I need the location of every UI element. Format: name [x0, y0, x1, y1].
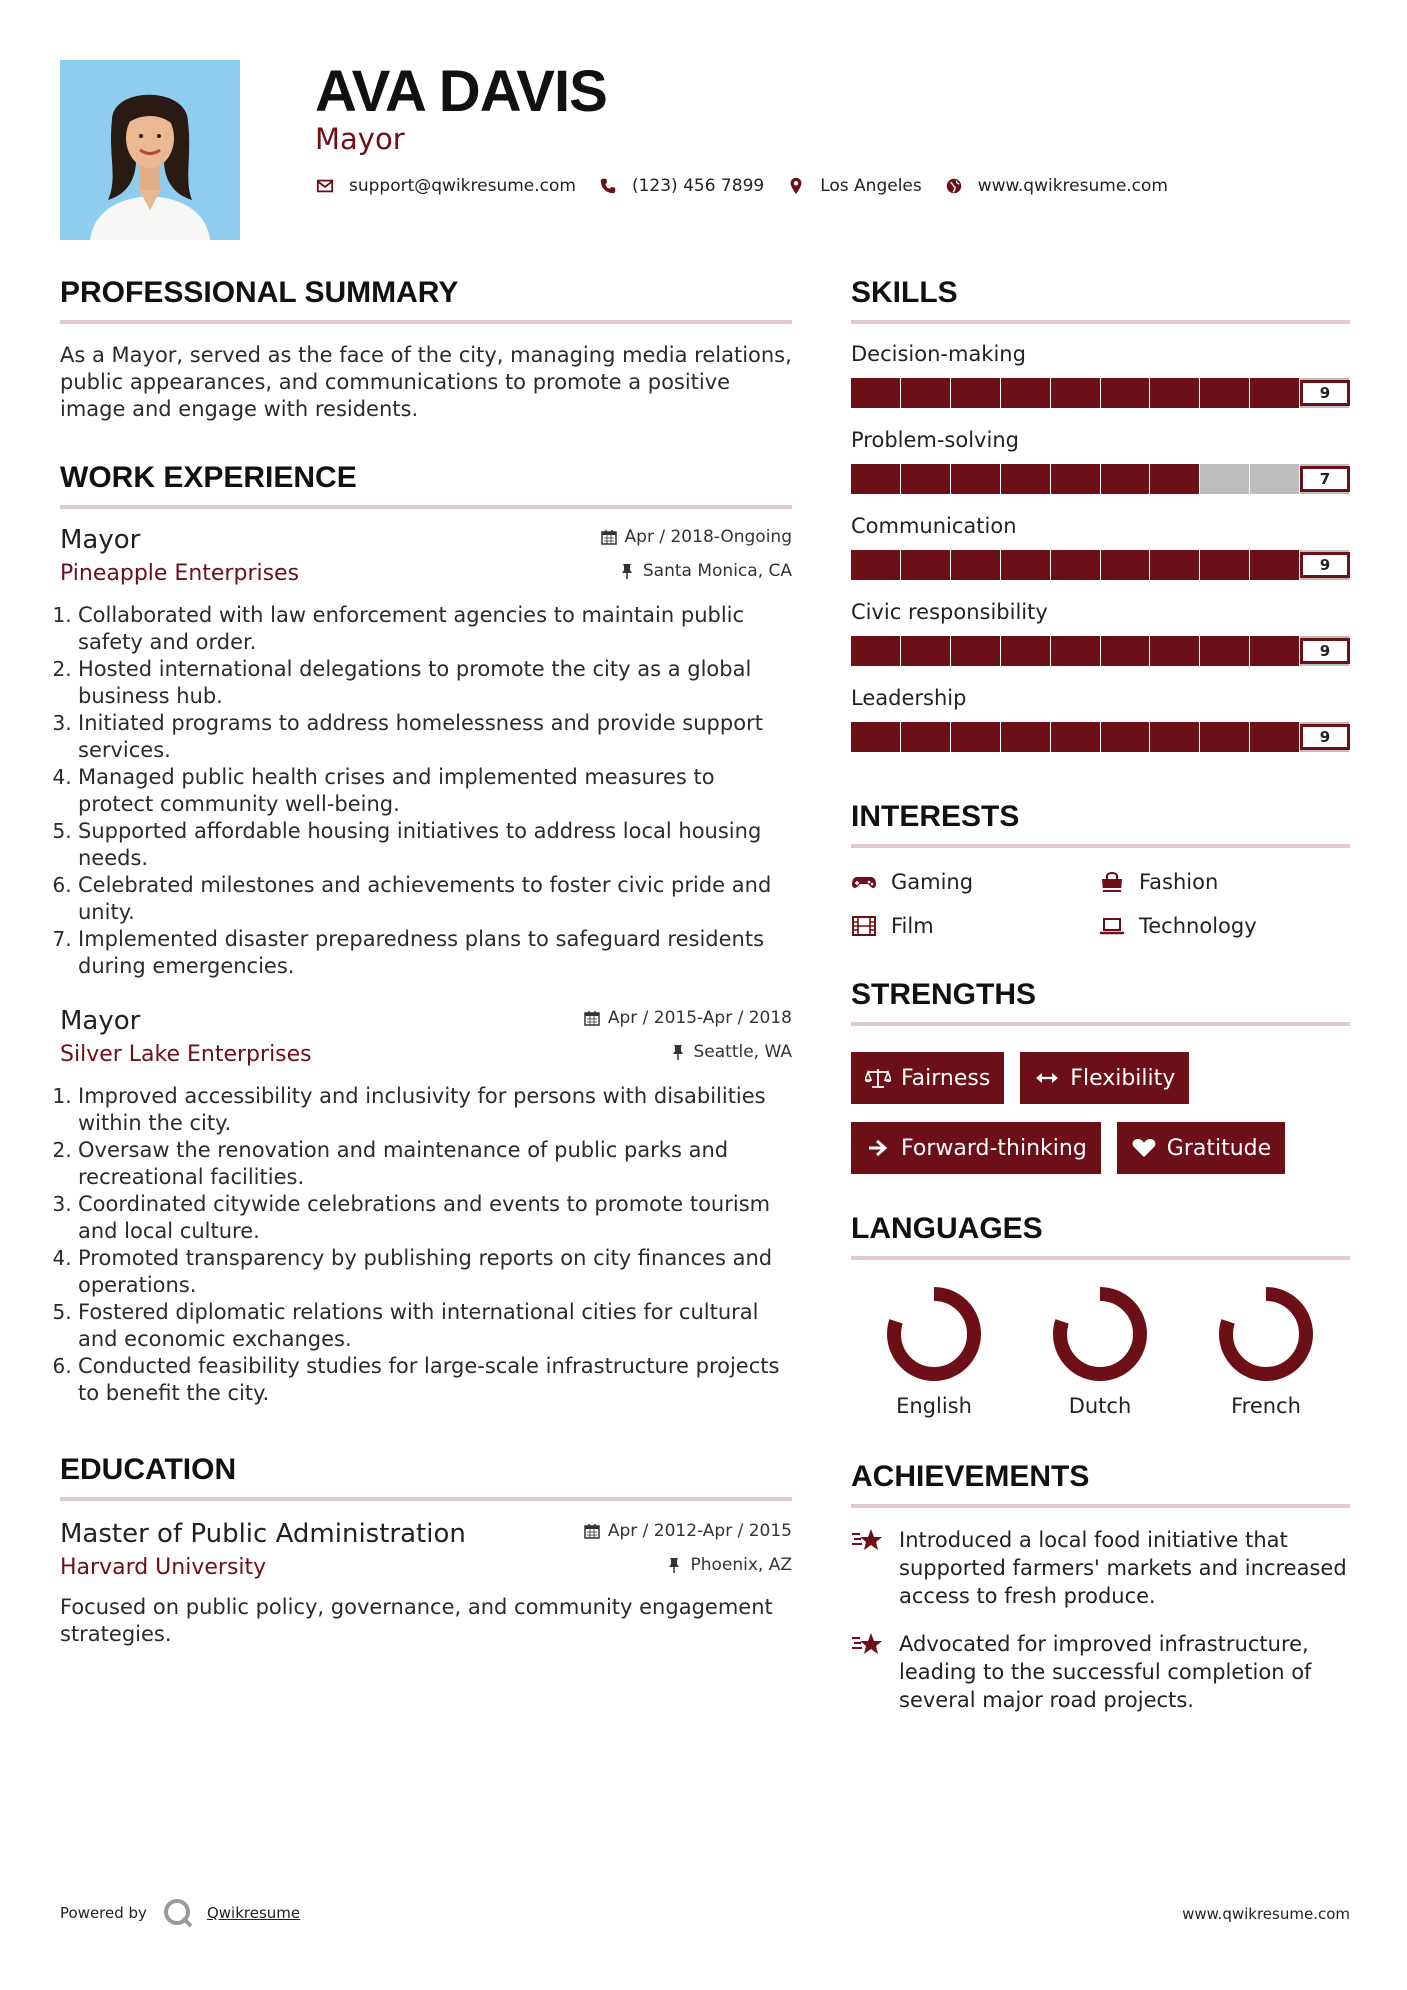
bullet-item: 3. Coordinated citywide celebrations and events to promote tourism and local culture.: [78, 1191, 792, 1245]
interests-heading: INTERESTS: [851, 800, 1350, 848]
skill-segment: [1200, 722, 1249, 752]
bullet-item: 5. Fostered diplomatic relations with international cities for cultural and economic exchanges.: [78, 1299, 792, 1353]
job-location-text: Santa Monica, CA: [642, 561, 792, 581]
skill-segment: [851, 722, 900, 752]
job-bullets: [60, 602, 792, 980]
skill-segment: [1200, 378, 1249, 408]
qwikresume-link[interactable]: Qwikresume: [206, 1904, 301, 1922]
job-entry: [60, 525, 792, 980]
skill-level-bar: [851, 378, 1350, 408]
achievement-text: Introduced a local food initiative that supported farmers' markets and increased access to fresh produce.: [899, 1528, 1347, 1608]
interest-label: Gaming: [891, 870, 974, 894]
bullet-item: 3. Initiated programs to address homelessness and provide support services.: [78, 710, 792, 764]
bullet-item: 2. Oversaw the renovation and maintenance of public parks and recreational facilities.: [78, 1137, 792, 1191]
strength-chip: [1020, 1052, 1189, 1104]
skill-segment: [1150, 550, 1199, 580]
interests-list: [851, 870, 1350, 938]
strengths-heading: STRENGTHS: [851, 978, 1350, 1026]
contact-location: [786, 176, 922, 196]
globe-icon: [944, 176, 964, 196]
envelope-icon: [315, 176, 335, 196]
education-location-text: Phoenix, AZ: [690, 1555, 792, 1575]
job-location-text: Seattle, WA: [693, 1042, 792, 1062]
skill-segment: [901, 550, 950, 580]
bullet-item: 4. Promoted transparency by publishing reports on city finances and operations.: [78, 1245, 792, 1299]
skill-segment: [951, 636, 1000, 666]
interest-item: [1099, 914, 1347, 938]
left-column: [60, 276, 792, 1648]
education-degree: Master of Public Administration: [60, 1519, 466, 1549]
map-marker-icon: [786, 176, 806, 196]
education-description: Focused on public policy, governance, and community engagement strategies.: [60, 1595, 773, 1646]
arrows-horizontal-icon: [1034, 1067, 1060, 1089]
achievement-item: [851, 1630, 1350, 1714]
skill-segment: [1250, 636, 1299, 666]
calendar-icon: [601, 529, 617, 545]
skill-segment: [1101, 722, 1150, 752]
laptop-icon: [1099, 914, 1127, 938]
contact-website[interactable]: [944, 176, 1168, 196]
skill-segment: [951, 464, 1000, 494]
language-name: English: [896, 1394, 972, 1418]
skill-name: Decision-making: [851, 342, 1026, 366]
profile-photo-illustration: [60, 60, 240, 240]
contact-email[interactable]: [315, 176, 576, 196]
candidate-name: AVA DAVIS: [315, 59, 607, 124]
heart-icon: [1131, 1137, 1157, 1159]
job-dates-text: Apr / 2015-Apr / 2018: [607, 1008, 792, 1028]
languages-list: [851, 1284, 1350, 1418]
skill-item: [851, 600, 1350, 666]
skill-score: 9: [1300, 724, 1350, 750]
skill-name: Communication: [851, 514, 1017, 538]
star-trophy-icon: [851, 1526, 885, 1558]
skill-segment: [901, 636, 950, 666]
skill-segment: [1200, 550, 1249, 580]
contact-email-text: support@qwikresume.com: [349, 176, 576, 196]
job-company: Silver Lake Enterprises: [60, 1042, 312, 1067]
skill-name: Leadership: [851, 686, 967, 710]
skill-segment: [1001, 464, 1050, 494]
skill-name: Civic responsibility: [851, 600, 1048, 624]
gamepad-icon: [851, 870, 879, 894]
skill-segment: [851, 636, 900, 666]
skill-score: 9: [1300, 552, 1350, 578]
contact-bar: [315, 176, 1190, 196]
job-dates: [584, 1006, 792, 1030]
skill-segment: [951, 378, 1000, 408]
skill-level-bar: [851, 722, 1350, 752]
skill-segment: [1051, 636, 1100, 666]
skill-segment: [1150, 464, 1199, 494]
interest-label: Fashion: [1139, 870, 1219, 894]
interest-item: [1099, 870, 1347, 894]
skill-segment: [1001, 636, 1050, 666]
skill-item: [851, 428, 1350, 494]
skill-segment: [901, 464, 950, 494]
job-title: Mayor: [60, 525, 141, 555]
qwikresume-logo-icon: [161, 1896, 195, 1930]
education-entry: [60, 1519, 792, 1648]
strength-label: Fairness: [901, 1065, 991, 1091]
skill-segment: [1200, 636, 1249, 666]
skill-segment: [1250, 378, 1299, 408]
phone-icon: [598, 176, 618, 196]
strength-label: Flexibility: [1070, 1065, 1176, 1091]
skill-segment: [1101, 464, 1150, 494]
strength-label: Gratitude: [1166, 1135, 1272, 1161]
calendar-icon: [584, 1010, 600, 1026]
profile-photo: [60, 60, 240, 240]
strength-label: Forward-thinking: [901, 1135, 1087, 1161]
education-dates: [584, 1519, 792, 1543]
language-name: French: [1231, 1394, 1301, 1418]
star-trophy-icon: [851, 1630, 885, 1662]
pushpin-icon: [670, 1044, 686, 1060]
skill-segment: [1150, 378, 1199, 408]
interest-item: [851, 870, 1099, 894]
skill-item: [851, 686, 1350, 752]
skill-segment: [1250, 722, 1299, 752]
pushpin-icon: [619, 563, 635, 579]
achievement-item: [851, 1526, 1350, 1610]
job-company: Pineapple Enterprises: [60, 561, 300, 586]
contact-location-text: Los Angeles: [820, 176, 922, 196]
language-item: [851, 1284, 1017, 1418]
bullet-item: 2. Hosted international delegations to promote the city as a global business hub.: [78, 656, 792, 710]
language-level-ring: [884, 1284, 984, 1384]
job-dates: [601, 525, 792, 549]
skill-segment: [851, 464, 900, 494]
bullet-item: 5. Supported affordable housing initiatives to address local housing needs.: [78, 818, 792, 872]
footer-powered-by: [60, 1896, 300, 1930]
language-item: [1017, 1284, 1183, 1418]
languages-heading: LANGUAGES: [851, 1212, 1350, 1260]
skill-score: 7: [1300, 466, 1350, 492]
contact-website-text: www.qwikresume.com: [977, 176, 1168, 196]
powered-by-label: Powered by: [60, 1904, 147, 1922]
skill-segment: [1200, 464, 1249, 494]
skill-segment: [951, 550, 1000, 580]
skill-segment: [1001, 378, 1050, 408]
language-level-ring: [1216, 1284, 1316, 1384]
strengths-list: [851, 1052, 1350, 1174]
candidate-title: Mayor: [315, 122, 405, 156]
skill-name: Problem-solving: [851, 428, 1019, 452]
skill-item: [851, 342, 1350, 408]
film-icon: [851, 914, 879, 938]
skill-segment: [1250, 550, 1299, 580]
skill-segment: [1101, 636, 1150, 666]
education-location: [584, 1553, 792, 1577]
skill-segment: [1150, 722, 1199, 752]
achievement-text: Advocated for improved infrastructure, leading to the successful completion of several major road projects.: [899, 1632, 1312, 1712]
skill-segment: [1051, 378, 1100, 408]
skills-heading: SKILLS: [851, 276, 1350, 324]
skill-score: 9: [1300, 380, 1350, 406]
skill-segment: [1001, 550, 1050, 580]
language-level-ring: [1050, 1284, 1150, 1384]
bullet-item: 1. Collaborated with law enforcement agencies to maintain public safety and order.: [78, 602, 792, 656]
interest-label: Film: [891, 914, 934, 938]
strength-chip: [851, 1122, 1101, 1174]
skill-segment: [1051, 464, 1100, 494]
language-item: [1183, 1284, 1349, 1418]
skill-segment: [1001, 722, 1050, 752]
balance-scale-icon: [865, 1067, 891, 1089]
skill-segment: [951, 722, 1000, 752]
pushpin-icon: [666, 1557, 682, 1573]
skill-segment: [901, 722, 950, 752]
interest-label: Technology: [1139, 914, 1257, 938]
bullet-item: 6. Celebrated milestones and achievements to foster civic pride and unity.: [78, 872, 792, 926]
education-heading: EDUCATION: [60, 1453, 792, 1501]
education-school: Harvard University: [60, 1555, 267, 1580]
strength-chip: [851, 1052, 1004, 1104]
interest-item: [851, 914, 1099, 938]
skill-segment: [1051, 550, 1100, 580]
job-title: Mayor: [60, 1006, 141, 1036]
skill-segment: [851, 550, 900, 580]
skill-segment: [851, 378, 900, 408]
skill-level-bar: [851, 550, 1350, 580]
skill-segment: [1101, 378, 1150, 408]
skill-segment: [1150, 636, 1199, 666]
calendar-icon: [584, 1523, 600, 1539]
skill-segment: [901, 378, 950, 408]
skill-level-bar: [851, 464, 1350, 494]
job-entry: [60, 1006, 792, 1407]
job-dates-text: Apr / 2018-Ongoing: [624, 527, 792, 547]
achievements-heading: ACHIEVEMENTS: [851, 1460, 1350, 1508]
bullet-item: 4. Managed public health crises and implemented measures to protect community well-being.: [78, 764, 792, 818]
work-heading: WORK EXPERIENCE: [60, 461, 792, 509]
education-dates-text: Apr / 2012-Apr / 2015: [607, 1521, 792, 1541]
skills-list: [851, 342, 1350, 752]
right-column: [851, 276, 1350, 1714]
skill-level-bar: [851, 636, 1350, 666]
summary-text: As a Mayor, served as the face of the city, managing media relations, public appearances, and communications to promote a positive image and engage with residents.: [60, 343, 792, 421]
strength-chip: [1117, 1122, 1285, 1174]
shopping-bag-icon: [1099, 870, 1127, 894]
contact-phone-text: (123) 456 7899: [631, 176, 765, 196]
bullet-item: 1. Improved accessibility and inclusivity for persons with disabilities within the city.: [78, 1083, 792, 1137]
summary-heading: PROFESSIONAL SUMMARY: [60, 276, 792, 324]
skill-segment: [1051, 722, 1100, 752]
footer-website[interactable]: www.qwikresume.com: [1182, 1905, 1350, 1923]
skill-score: 9: [1300, 638, 1350, 664]
arrow-right-icon: [865, 1137, 891, 1159]
job-bullets: [60, 1083, 792, 1407]
skill-segment: [1101, 550, 1150, 580]
contact-phone[interactable]: [598, 176, 764, 196]
skill-segment: [1250, 464, 1299, 494]
job-location: [601, 559, 792, 583]
language-name: Dutch: [1068, 1394, 1132, 1418]
skill-item: [851, 514, 1350, 580]
job-location: [584, 1040, 792, 1064]
bullet-item: 6. Conducted feasibility studies for large-scale infrastructure projects to benefit the city.: [78, 1353, 792, 1407]
bullet-item: 7. Implemented disaster preparedness plans to safeguard residents during emergencies.: [78, 926, 792, 980]
